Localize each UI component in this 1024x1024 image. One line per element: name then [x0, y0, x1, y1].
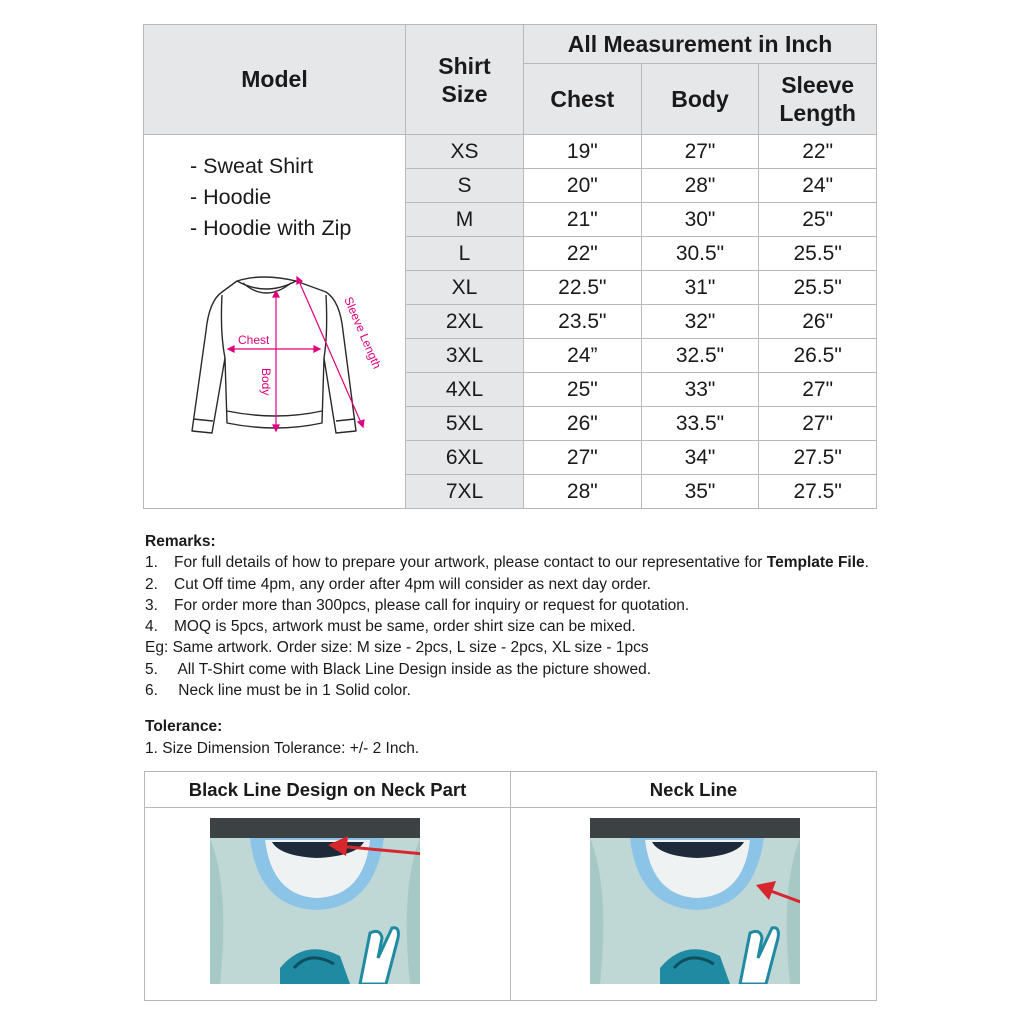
size-cell: L — [406, 237, 524, 271]
body-cell: 27" — [641, 135, 759, 169]
neck-black-line-photo — [210, 818, 420, 984]
chest-cell: 22.5" — [524, 271, 642, 305]
remark-num: 3. — [145, 596, 158, 614]
sleeve-cell: 22" — [759, 135, 877, 169]
chest-cell: 22" — [524, 237, 642, 271]
model-item-hoodie: - Hoodie — [190, 185, 272, 209]
body-cell: 32" — [641, 305, 759, 339]
remark-num: 6. — [145, 682, 158, 700]
header-sleeve-line1: Sleeve — [781, 72, 855, 98]
sleeve-cell: 27" — [759, 407, 877, 441]
diagram-label-chest: Chest — [238, 333, 270, 347]
header-chest: Chest — [524, 64, 642, 135]
diagram-label-body: Body — [259, 368, 273, 396]
body-cell: 30" — [641, 203, 759, 237]
sleeve-cell: 27.5" — [759, 441, 877, 475]
chest-cell: 28" — [524, 475, 642, 509]
chest-cell: 20" — [524, 169, 642, 203]
model-item-hoodie-zip: - Hoodie with Zip — [190, 216, 352, 240]
header-body: Body — [641, 64, 759, 135]
size-chart-table — [143, 24, 877, 509]
size-cell: 3XL — [406, 339, 524, 373]
sleeve-cell: 27" — [759, 373, 877, 407]
body-cell: 28" — [641, 169, 759, 203]
chest-cell: 23.5" — [524, 305, 642, 339]
size-cell: 2XL — [406, 305, 524, 339]
chest-cell: 21" — [524, 203, 642, 237]
photo-cell-black-line — [145, 808, 511, 1001]
photo-title-black-line: Black Line Design on Neck Part — [145, 772, 511, 808]
sleeve-cell: 27.5" — [759, 475, 877, 509]
remark-text: Neck line must be in 1 Solid color. — [174, 682, 411, 700]
size-cell: 7XL — [406, 475, 524, 509]
header-all-measurement: All Measurement in Inch — [524, 25, 877, 64]
remark-num: 1. — [145, 554, 158, 572]
header-sleeve-length — [759, 64, 877, 135]
body-cell: 34" — [641, 441, 759, 475]
remark-example: Eg: Same artwork. Order size: M size - 2pcs, L size - 2pcs, XL size - 1pcs — [145, 639, 649, 657]
body-cell: 31" — [641, 271, 759, 305]
remark-num: 5. — [145, 660, 158, 678]
header-sleeve-line2: Length — [779, 100, 856, 126]
photo-title-neck-line: Neck Line — [511, 772, 877, 808]
body-cell: 33.5" — [641, 407, 759, 441]
chest-cell: 25" — [524, 373, 642, 407]
chest-cell: 26" — [524, 407, 642, 441]
sweatshirt-diagram — [164, 273, 384, 448]
remarks-title: Remarks: — [145, 533, 216, 550]
photo-cell-neck-line — [511, 808, 877, 1001]
remark-text: Cut Off time 4pm, any order after 4pm will consider as next day order. — [174, 575, 651, 593]
remark-text: All T-Shirt come with Black Line Design inside as the picture showed. — [174, 660, 652, 678]
tolerance-item: 1. Size Dimension Tolerance: +/- 2 Inch. — [145, 739, 420, 757]
sleeve-cell: 26.5" — [759, 339, 877, 373]
remark-item — [145, 616, 1005, 637]
remark-text: For order more than 300pcs, please call for inquiry or request for quotation. — [174, 596, 690, 614]
remark-item — [145, 574, 1005, 595]
remark-item — [145, 595, 1005, 616]
model-list — [190, 151, 351, 244]
sleeve-cell: 25.5" — [759, 237, 877, 271]
body-cell: 30.5" — [641, 237, 759, 271]
model-cell — [144, 135, 406, 509]
sleeve-cell: 25.5" — [759, 271, 877, 305]
chest-cell: 24” — [524, 339, 642, 373]
chest-cell: 27" — [524, 441, 642, 475]
remark-item — [145, 680, 1005, 701]
notes-section — [145, 531, 1005, 759]
neck-photos-table — [144, 771, 877, 1001]
sleeve-cell: 26" — [759, 305, 877, 339]
remark-tail: . — [864, 554, 869, 572]
model-item-sweat-shirt: - Sweat Shirt — [190, 154, 314, 178]
remark-item — [145, 552, 1005, 573]
diagram-label-sleeve: Sleeve Length — [341, 294, 384, 371]
remark-num: 4. — [145, 618, 158, 636]
size-cell: XL — [406, 271, 524, 305]
size-cell: 5XL — [406, 407, 524, 441]
size-cell: M — [406, 203, 524, 237]
header-shirt-size-line1: Shirt — [438, 52, 491, 79]
size-cell: 6XL — [406, 441, 524, 475]
remark-item — [145, 659, 1005, 680]
size-cell: XS — [406, 135, 524, 169]
header-model: Model — [144, 25, 406, 135]
remark-text: For full details of how to prepare your artwork, please contact to our representative for — [174, 554, 767, 572]
remark-bold: Template File — [766, 554, 865, 572]
body-cell: 35" — [641, 475, 759, 509]
chest-cell: 19" — [524, 135, 642, 169]
neck-line-photo — [590, 818, 800, 984]
body-cell: 32.5" — [641, 339, 759, 373]
sleeve-cell: 25" — [759, 203, 877, 237]
table-row — [144, 135, 877, 169]
sleeve-cell: 24" — [759, 169, 877, 203]
remark-num: 2. — [145, 575, 158, 593]
size-cell: S — [406, 169, 524, 203]
remark-text: MOQ is 5pcs, artwork must be same, order shirt size can be mixed. — [174, 618, 636, 636]
body-cell: 33" — [641, 373, 759, 407]
header-shirt-size — [406, 25, 524, 135]
size-cell: 4XL — [406, 373, 524, 407]
header-shirt-size-line2: Size — [441, 80, 488, 107]
tolerance-title: Tolerance: — [145, 718, 223, 736]
